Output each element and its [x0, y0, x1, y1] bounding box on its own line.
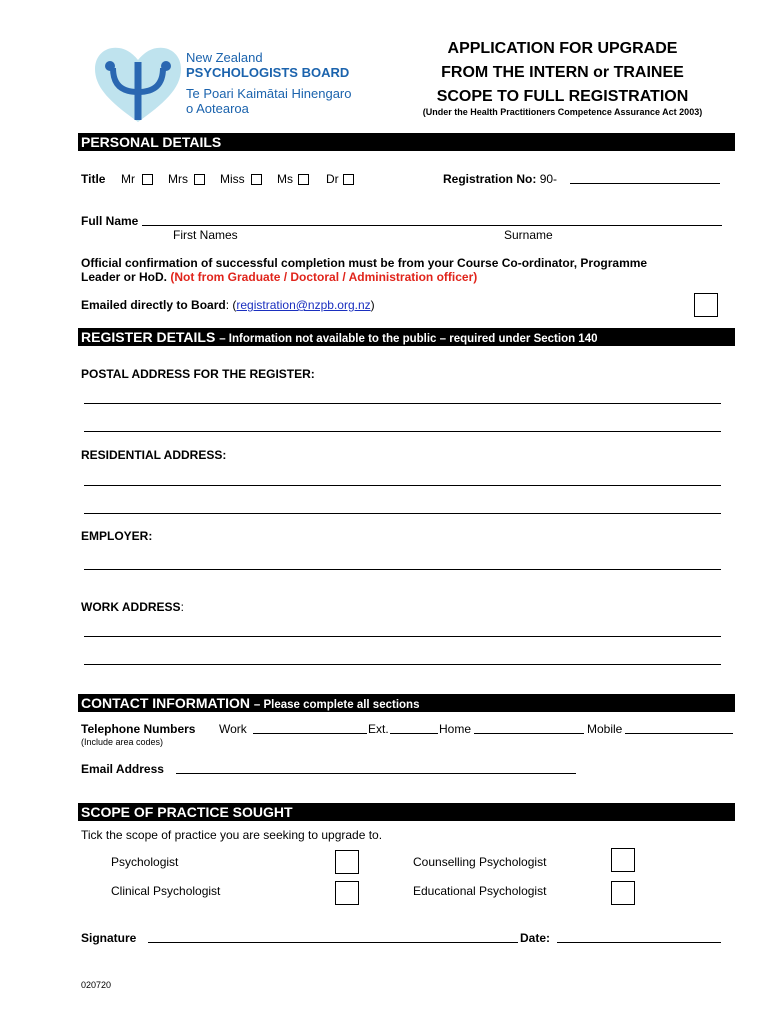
- title-subtitle: (Under the Health Practitioners Competence Assurance Act 2003): [422, 107, 703, 117]
- title-option-dr[interactable]: [326, 172, 339, 186]
- residential-address-line-2[interactable]: [84, 513, 721, 514]
- personal-details-header: [78, 133, 735, 151]
- logo-line4: o Aotearoa: [186, 101, 249, 116]
- title-option-label: Dr: [326, 172, 339, 186]
- register-header-text: REGISTER DETAILS: [81, 329, 216, 345]
- register-header-sub: – Information not available to the public – required under Section 140: [219, 333, 598, 345]
- logo-line2: PSYCHOLOGISTS BOARD: [186, 65, 350, 80]
- email-address-field[interactable]: [176, 762, 576, 774]
- postal-address-line-1[interactable]: [84, 403, 721, 404]
- phone-home-field[interactable]: [474, 722, 584, 734]
- phone-mobile-field[interactable]: [625, 722, 733, 734]
- title-option-mrs[interactable]: [168, 172, 188, 186]
- board-email-link[interactable]: registration@nzpb.org.nz: [236, 298, 371, 312]
- telephone-row: [81, 722, 195, 736]
- psychologist-checkbox[interactable]: [335, 850, 359, 874]
- dr-checkbox[interactable]: [343, 174, 354, 185]
- date-label: Date:: [520, 931, 551, 945]
- miss-checkbox[interactable]: [251, 174, 262, 185]
- area-codes-note: (Include area codes): [81, 737, 164, 747]
- form-code: 020720: [81, 980, 112, 990]
- title-option-label: Miss: [220, 172, 245, 186]
- scope-option-psychologist: Psychologist: [111, 855, 179, 869]
- registration-label: Registration No:: [443, 172, 537, 186]
- phone-mobile-label: Mobile: [587, 722, 623, 736]
- contact-header-text: CONTACT INFORMATION: [81, 695, 251, 711]
- surname-caption: Surname: [504, 228, 553, 242]
- educational-psychologist-checkbox[interactable]: [611, 881, 635, 905]
- title-option-label: Ms: [277, 172, 293, 186]
- telephone-label: Telephone Numbers: [81, 722, 196, 736]
- title-option-label: Mr: [121, 172, 135, 186]
- first-names-caption: First Names: [173, 228, 238, 242]
- mr-checkbox[interactable]: [142, 174, 153, 185]
- personal-header-text: PERSONAL DETAILS: [81, 134, 222, 150]
- phone-ext-field[interactable]: [390, 722, 438, 734]
- register-details-header: [78, 328, 735, 346]
- title-option-mr[interactable]: [121, 172, 135, 186]
- phone-work-field[interactable]: [253, 722, 367, 734]
- scope-option-clinical: Clinical Psychologist: [111, 884, 221, 898]
- residential-address-label: RESIDENTIAL ADDRESS:: [81, 448, 227, 462]
- work-address-line-2[interactable]: [84, 664, 721, 665]
- clinical-psychologist-checkbox[interactable]: [335, 881, 359, 905]
- logo: [93, 44, 183, 124]
- registration-number: [443, 172, 557, 186]
- scope-instruction: Tick the scope of practice you are seeking to upgrade to.: [81, 828, 383, 842]
- emailed-checkbox[interactable]: [694, 293, 718, 317]
- phone-ext-label: Ext.: [368, 722, 389, 736]
- signature-label: Signature: [81, 931, 137, 945]
- residential-address-line-1[interactable]: [84, 485, 721, 486]
- confirmation-line1: Official confirmation of successful completion must be from your Course Co-ordinator, Programme: [81, 256, 648, 270]
- registration-field[interactable]: [570, 172, 720, 184]
- counselling-psychologist-checkbox[interactable]: [611, 848, 635, 872]
- work-address-label-text: WORK ADDRESS: [81, 600, 181, 614]
- date-field[interactable]: [557, 931, 721, 943]
- mrs-checkbox[interactable]: [194, 174, 205, 185]
- employer-line[interactable]: [84, 569, 721, 570]
- ms-checkbox[interactable]: [298, 174, 309, 185]
- scope-of-practice-header: [78, 803, 735, 821]
- title-line3: SCOPE TO FULL REGISTRATION: [436, 88, 689, 105]
- phone-work-label: Work: [219, 722, 247, 736]
- scope-option-counselling: Counselling Psychologist: [413, 855, 547, 869]
- title-option-label: Mrs: [168, 172, 188, 186]
- postal-address-label: POSTAL ADDRESS FOR THE REGISTER:: [81, 367, 315, 381]
- logo-line1: New Zealand: [186, 50, 263, 65]
- confirmation-line2-text: Leader or HoD.: [81, 270, 168, 284]
- title-line2: FROM THE INTERN or TRAINEE: [441, 64, 684, 81]
- full-name-field[interactable]: [142, 214, 722, 226]
- form-title: [395, 38, 730, 108]
- signature-field[interactable]: [148, 931, 518, 943]
- contact-information-header: [78, 694, 735, 712]
- confirmation-line2: [81, 270, 731, 284]
- psi-logo-icon: [93, 44, 183, 124]
- work-address-line-1[interactable]: [84, 636, 721, 637]
- scope-header-text: SCOPE OF PRACTICE SOUGHT: [81, 804, 293, 820]
- title-line1: APPLICATION FOR UPGRADE: [447, 40, 678, 57]
- work-address-label: WORK ADDRESS:: [81, 600, 184, 614]
- logo-line3: Te Poari Kaimātai Hinengaro: [186, 86, 352, 101]
- registration-prefix: 90-: [539, 172, 558, 186]
- full-name-label: Full Name: [81, 214, 139, 228]
- contact-header-sub: – Please complete all sections: [253, 699, 420, 711]
- title-option-miss[interactable]: [220, 172, 245, 186]
- confirmation-warning: (Not from Graduate / Doctoral / Administration officer): [170, 270, 478, 284]
- title-label: Title: [81, 172, 106, 186]
- confirmation-note: [81, 256, 731, 284]
- emailed-label: Emailed directly to Board: [81, 298, 226, 312]
- employer-label: EMPLOYER:: [81, 529, 153, 543]
- title-option-ms[interactable]: [277, 172, 293, 186]
- phone-home-label: Home: [439, 722, 472, 736]
- scope-option-educational: Educational Psychologist: [413, 884, 547, 898]
- email-address-label: Email Address: [81, 762, 164, 776]
- emailed-to-board: Emailed directly to Board: (registration@nzpb.org.nz): [81, 298, 375, 312]
- postal-address-line-2[interactable]: [84, 431, 721, 432]
